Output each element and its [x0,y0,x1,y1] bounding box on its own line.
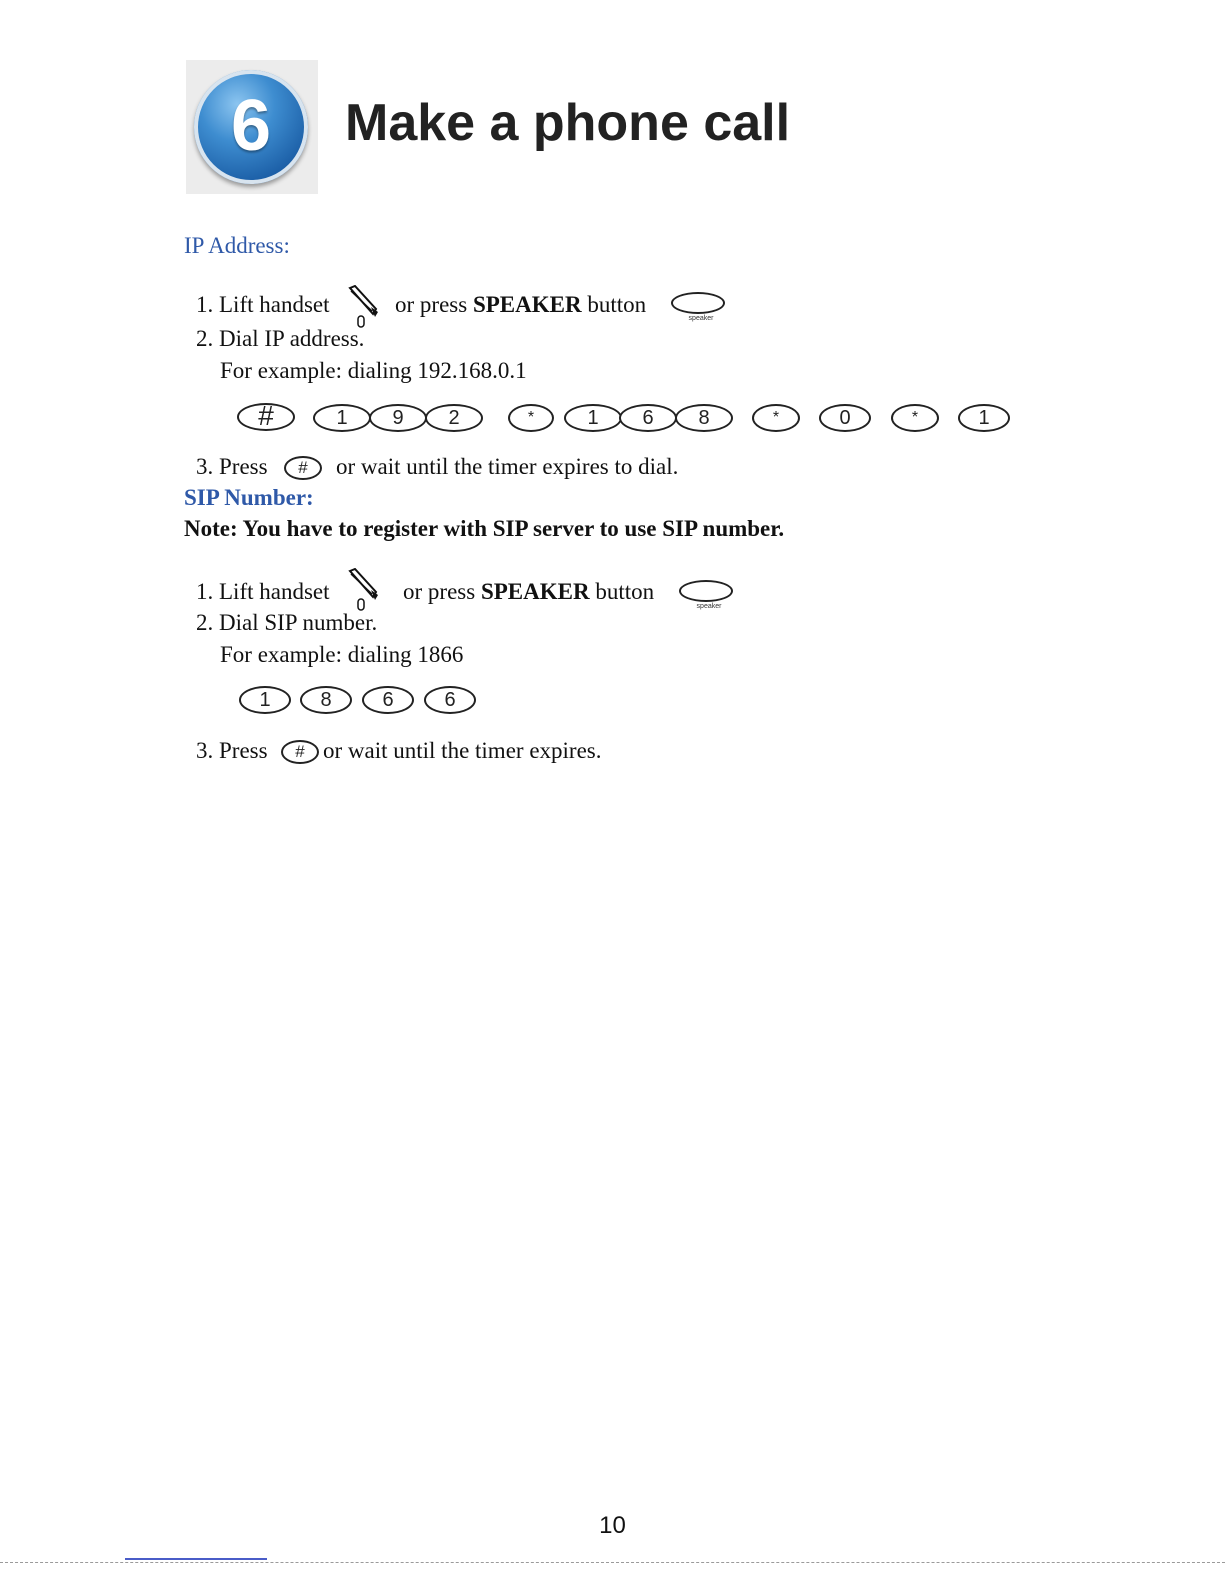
step-number-badge [186,60,318,194]
key-digit: 6 [424,686,476,714]
key-star: * [891,404,939,432]
sip-step1-text [403,578,654,606]
sip-note: Note: You have to register with SIP server to use SIP number. [184,516,785,541]
ip-step3-prefix: 3. Press [196,454,268,479]
key-digit: 1 [313,404,371,432]
page-number: 10 [599,1512,626,1539]
footer-divider [0,1562,1225,1563]
page-title: Make a phone call [345,94,791,152]
key-digit: 1 [564,404,622,432]
speaker-button-icon [679,580,735,612]
key-digit: 2 [425,404,483,432]
speaker-button-icon [671,292,727,324]
key-digit: 8 [300,686,352,714]
key-digit: 6 [619,404,677,432]
sip-example: For example: dialing 1866 [220,642,464,667]
key-star: * [752,404,800,432]
key-digit: 9 [369,404,427,432]
sip-step1-prefix: 1. Lift handset [196,579,330,604]
ip-step1-suffix: button [587,292,647,317]
ip-step3-suffix: or wait until the timer expires to dial. [336,454,679,479]
sip-number-heading: SIP Number: [184,485,314,510]
key-star: * [508,404,554,432]
sip-step1-suffix: button [595,579,655,604]
ip-step1-speaker-word: SPEAKER [472,292,582,317]
step-number: 6 [230,86,272,166]
ip-address-heading: IP Address: [184,233,290,258]
sip-step3-prefix: 3. Press [196,738,268,763]
sip-step1-speaker-word: SPEAKER [480,579,590,604]
handset-icon [342,568,382,612]
ip-step1-text [395,291,646,319]
ip-step2: 2. Dial IP address. [196,326,365,351]
key-digit: 1 [958,404,1010,432]
sip-step2: 2. Dial SIP number. [196,610,378,635]
sip-step1-middle: or press [403,579,476,604]
sip-step3-suffix: or wait until the timer expires. [323,738,602,763]
hash-key-icon: # [281,740,319,764]
ip-example: For example: dialing 192.168.0.1 [220,358,527,383]
ip-step1-middle: or press [395,292,468,317]
key-hash: # [237,403,295,431]
handset-icon [342,285,382,329]
speaker-label: speaker [688,315,714,322]
speaker-label: speaker [696,603,722,610]
footer-link-underline [125,1558,267,1560]
key-digit: 6 [362,686,414,714]
ip-step1-prefix: 1. Lift handset [196,292,330,317]
key-digit: 8 [675,404,733,432]
hash-key-icon: # [284,456,322,480]
key-digit: 0 [819,404,871,432]
key-digit: 1 [239,686,291,714]
